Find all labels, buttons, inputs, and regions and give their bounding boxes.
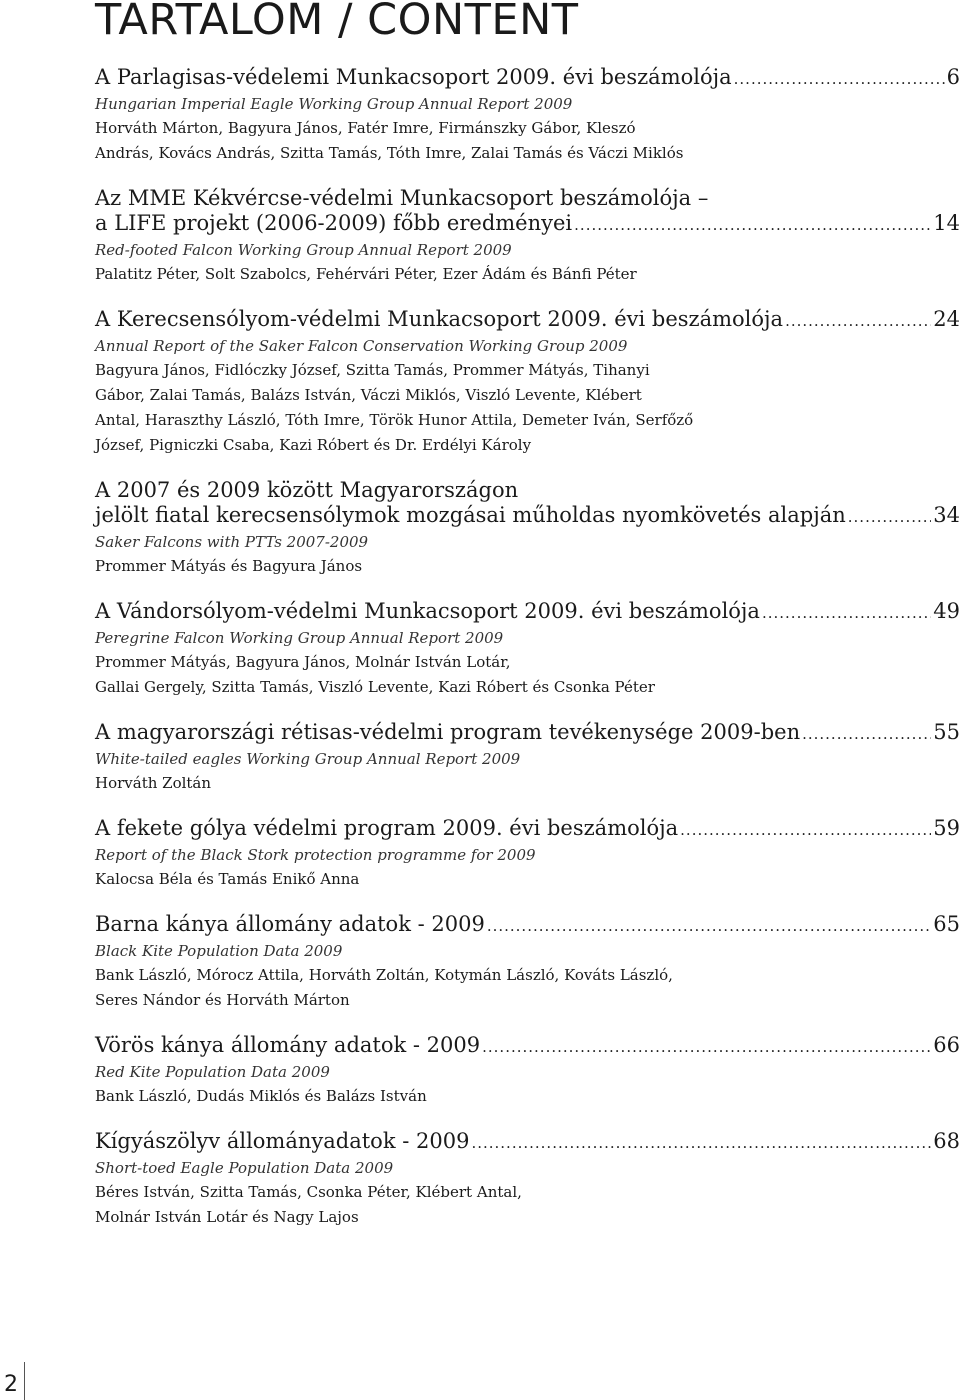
entry-english-subtitle: Red Kite Population Data 2009: [95, 1063, 330, 1081]
entry-page-number: 34: [933, 503, 960, 527]
entry-title-row[interactable]: [95, 307, 960, 334]
entry-title-row[interactable]: [95, 503, 960, 530]
entry-title: A magyarországi rétisas-védelmi program tevékenysége 2009-ben: [95, 720, 801, 744]
entry-authors-line: Bagyura János, Fidlóczky József, Szitta Tamás, Prommer Mátyás, Tihanyi: [95, 361, 650, 379]
toc-entry: [95, 478, 960, 579]
entry-english-subtitle: Report of the Black Stork protection programme for 2009: [95, 846, 536, 864]
toc-entry: [95, 912, 960, 1013]
entry-title: Kígyászölyv állományadatok - 2009: [95, 1129, 470, 1153]
toc-entry: [95, 720, 960, 796]
entry-english-subtitle: Red-footed Falcon Working Group Annual Report 2009: [95, 241, 512, 259]
dot-leader: [574, 213, 931, 238]
entry-authors-line: Palatitz Péter, Solt Szabolcs, Fehérvári Péter, Ezer Ádám és Bánfi Péter: [95, 265, 637, 283]
entry-page-number: 59: [933, 816, 960, 840]
dot-leader: [762, 601, 931, 626]
page-title: TARTALOM / CONTENT: [95, 0, 579, 45]
table-of-contents: [95, 65, 960, 1250]
entry-authors-line: Horváth Márton, Bagyura János, Fatér Imre, Firmánszky Gábor, Kleszó: [95, 119, 636, 137]
page-number: 2: [4, 1372, 18, 1397]
entry-title-row[interactable]: [95, 912, 960, 939]
dot-leader: [680, 818, 931, 843]
dot-leader: [848, 505, 932, 530]
entry-authors-line: Prommer Mátyás és Bagyura János: [95, 557, 363, 575]
entry-authors-line: Kalocsa Béla és Tamás Enikő Anna: [95, 870, 360, 888]
dot-leader: [482, 1035, 931, 1060]
toc-entry: [95, 65, 960, 166]
dot-leader: [785, 309, 931, 334]
entry-title-row[interactable]: [95, 211, 960, 238]
entry-authors-line: Antal, Haraszthy László, Tóth Imre, Török Hunor Attila, Demeter Iván, Serfőző: [95, 411, 694, 429]
entry-authors-line: Béres István, Szitta Tamás, Csonka Péter, Klébert Antal,: [95, 1183, 522, 1201]
toc-entry: [95, 1033, 960, 1109]
entry-page-number: 68: [933, 1129, 960, 1153]
entry-authors-line: Seres Nándor és Horváth Márton: [95, 991, 350, 1009]
entry-title: A fekete gólya védelmi program 2009. évi beszámolója: [95, 816, 679, 840]
entry-english-subtitle: Annual Report of the Saker Falcon Conservation Working Group 2009: [95, 337, 628, 355]
entry-page-number: 24: [933, 307, 960, 331]
entry-title: a LIFE projekt (2006-2009) főbb eredményei: [95, 211, 573, 235]
entry-title-line: A 2007 és 2009 között Magyarországon: [95, 478, 519, 502]
toc-entry: [95, 599, 960, 700]
entry-page-number: 49: [933, 599, 960, 623]
dot-leader: [471, 1131, 931, 1156]
entry-title-row[interactable]: [95, 816, 960, 843]
dot-leader: [734, 67, 945, 92]
entry-title-row[interactable]: [95, 1033, 960, 1060]
toc-entry: [95, 1129, 960, 1230]
entry-page-number: 14: [933, 211, 960, 235]
entry-title-row[interactable]: [95, 720, 960, 747]
entry-title: jelölt fiatal kerecsensólymok mozgásai műholdas nyomkövetés alapján: [95, 503, 846, 527]
entry-english-subtitle: Peregrine Falcon Working Group Annual Report 2009: [95, 629, 504, 647]
entry-title: A Kerecsensólyom-védelmi Munkacsoport 2009. évi beszámolója: [95, 307, 784, 331]
entry-english-subtitle: White-tailed eagles Working Group Annual Report 2009: [95, 750, 521, 768]
entry-authors-line: Prommer Mátyás, Bagyura János, Molnár István Lotár,: [95, 653, 511, 671]
entry-english-subtitle: Saker Falcons with PTTs 2007-2009: [95, 533, 369, 551]
footer-divider: [24, 1362, 25, 1400]
entry-title: A Vándorsólyom-védelmi Munkacsoport 2009. évi beszámolója: [95, 599, 760, 623]
entry-authors-line: Gallai Gergely, Szitta Tamás, Viszló Levente, Kazi Róbert és Csonka Péter: [95, 678, 655, 696]
entry-title: A Parlagisas-védelemi Munkacsoport 2009. évi beszámolója: [95, 65, 732, 89]
entry-authors-line: Bank László, Mórocz Attila, Horváth Zoltán, Kotymán László, Kováts László,: [95, 966, 673, 984]
entry-page-number: 65: [933, 912, 960, 936]
entry-title: Vörös kánya állomány adatok - 2009: [95, 1033, 481, 1057]
entry-authors-line: András, Kovács András, Szitta Tamás, Tóth Imre, Zalai Tamás és Váczi Miklós: [95, 144, 684, 162]
entry-title-row[interactable]: [95, 1129, 960, 1156]
dot-leader: [802, 722, 931, 747]
entry-authors-line: Horváth Zoltán: [95, 774, 212, 792]
dot-leader: [487, 914, 931, 939]
entry-authors-line: Molnár István Lotár és Nagy Lajos: [95, 1208, 359, 1226]
entry-authors-line: Bank László, Dudás Miklós és Balázs István: [95, 1087, 427, 1105]
entry-english-subtitle: Hungarian Imperial Eagle Working Group Annual Report 2009: [95, 95, 573, 113]
entry-page-number: 55: [933, 720, 960, 744]
entry-page-number: 6: [946, 65, 960, 89]
entry-title-row[interactable]: [95, 65, 960, 92]
entry-title: Barna kánya állomány adatok - 2009: [95, 912, 485, 936]
toc-entry: [95, 307, 960, 458]
entry-title-row[interactable]: [95, 599, 960, 626]
entry-authors-line: József, Pigniczki Csaba, Kazi Róbert és Dr. Erdélyi Károly: [95, 436, 532, 454]
entry-english-subtitle: Short-toed Eagle Population Data 2009: [95, 1159, 394, 1177]
toc-entry: [95, 816, 960, 892]
entry-authors-line: Gábor, Zalai Tamás, Balázs István, Váczi Miklós, Viszló Levente, Klébert: [95, 386, 642, 404]
entry-english-subtitle: Black Kite Population Data 2009: [95, 942, 343, 960]
toc-entry: [95, 186, 960, 287]
entry-page-number: 66: [933, 1033, 960, 1057]
entry-title-line: Az MME Kékvércse-védelmi Munkacsoport beszámolója –: [95, 186, 709, 210]
